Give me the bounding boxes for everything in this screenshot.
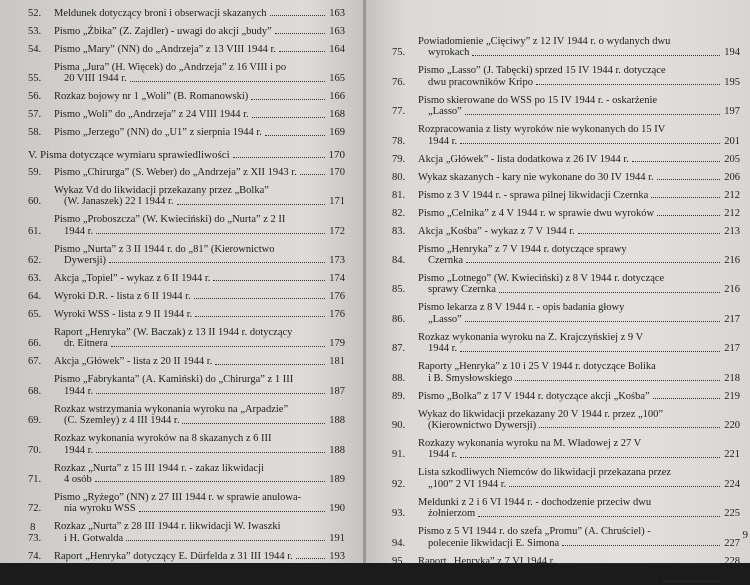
entry-title: Pismo „Mary” (NN) do „Andrzeja” z 13 VIII 1944 r. <box>54 44 276 55</box>
entry-page: 170 <box>329 166 345 178</box>
toc-entry <box>392 391 740 402</box>
toc-entry <box>28 374 345 397</box>
entry-number: 72. <box>28 503 42 515</box>
entry-page: 201 <box>724 135 740 147</box>
toc-entry <box>392 467 740 490</box>
entry-title: Pismo z 3 V 1944 r. - sprawa pilnej likwidacji Czernka <box>418 189 649 201</box>
entry-number: 81. <box>392 189 406 201</box>
toc-entry <box>392 302 740 325</box>
entry-number: 93. <box>392 508 406 520</box>
leader-dots <box>663 581 720 582</box>
entry-number: 52. <box>28 8 42 19</box>
leader-dots <box>472 55 720 56</box>
entry-number: 85. <box>392 284 406 296</box>
entry-number: 75. <box>392 47 406 59</box>
entry-number: 62. <box>28 255 42 267</box>
entry-title: Rozkaz wykonania wyroków na 8 skazanych z 6 III <box>54 433 272 445</box>
entry-title: Pismo „Lasso” (J. Tabęcki) sprzed 15 IV 1944 r. dotyczące <box>418 65 666 77</box>
leader-dots <box>300 174 325 175</box>
entry-page: 172 <box>329 225 345 237</box>
entry-number: 68. <box>28 385 42 397</box>
toc-entry <box>28 463 345 486</box>
entry-number: 94. <box>392 537 406 549</box>
entry-title: Rozpracowania z listy wyroków nie wykonanych do 15 IV <box>418 124 666 136</box>
entry-number: 80. <box>392 171 406 183</box>
toc-entry <box>392 574 740 585</box>
entry-page: 191 <box>329 532 345 544</box>
entry-title: Meldunki z 2 i 6 VI 1944 r. - dochodzenie przeciw dwu <box>418 496 652 508</box>
toc-list <box>28 167 345 562</box>
entry-page: 188 <box>329 444 345 456</box>
entry-page: 163 <box>329 8 345 19</box>
leader-dots <box>460 143 720 144</box>
leader-dots <box>296 558 325 559</box>
leader-dots <box>539 427 720 428</box>
entry-number: 57. <box>28 109 42 121</box>
toc-entry <box>392 65 740 88</box>
entry-title-continued: (W. Janaszek) 22 I 1944 r. <box>64 196 174 208</box>
entry-title: Lista szkodliwych Niemców do likwidacji przekazana przez <box>418 467 672 479</box>
toc-entry <box>392 124 740 147</box>
entry-page: 217 <box>724 313 740 325</box>
toc-entry <box>28 167 345 178</box>
page-number: 9 <box>742 529 748 541</box>
entry-number: 71. <box>28 474 42 486</box>
entry-title-continued: 1944 r. <box>428 343 458 355</box>
entry-number: 56. <box>28 91 42 103</box>
entry-page: 163 <box>329 26 345 37</box>
entry-page: 187 <box>329 385 345 397</box>
toc-entry <box>28 273 345 284</box>
entry-number: 70. <box>28 444 42 456</box>
leader-dots <box>177 204 325 205</box>
entry-page: 216 <box>724 255 740 267</box>
entry-page: 169 <box>329 127 345 139</box>
entry-number: 76. <box>392 76 406 88</box>
leader-dots <box>96 393 325 394</box>
entry-title: Wyroki D.R. - lista z 6 II 1944 r. <box>54 291 191 303</box>
leader-dots <box>233 157 325 158</box>
entry-title: Rozkaz „Nurta” z 28 III 1944 r. likwidacji W. Iwaszki <box>54 521 281 533</box>
entry-page: 197 <box>724 106 740 118</box>
entry-title: Wykaz do likwidacji przekazany 20 V 1944 r. przez „100” <box>418 408 664 420</box>
leader-dots <box>478 516 720 517</box>
entry-title: Pismo „Fabrykanta” (A. Kamiński) do „Chirurga” z 1 III <box>54 374 294 386</box>
entry-page: 173 <box>329 255 345 267</box>
entry-number: 61. <box>28 225 42 237</box>
entry-title-continued: polecenie likwidacji E. Simona <box>428 537 560 549</box>
leader-dots <box>499 292 720 293</box>
leader-dots <box>275 33 325 34</box>
leader-dots <box>558 563 720 564</box>
entry-title: Rozkaz bojowy nr 1 „Woli” (B. Romanowski) <box>54 91 249 103</box>
entry-title: Meldunek dotyczący broni i obserwacji skazanych <box>54 8 267 19</box>
toc-entry <box>392 556 740 567</box>
entry-title-continued: Dywersji) <box>64 255 106 267</box>
entry-title: Rozkazy wykonania wyroku na M. Władowej z 27 V <box>418 438 642 450</box>
entry-title: Wykaz Vd do likwidacji przekazany przez „Bolka” <box>54 184 269 196</box>
entry-title-continued: Czernka <box>428 255 463 267</box>
entry-title-continued: nia wyroku WSS <box>64 503 136 515</box>
entry-title: Pismo „Chirurga” (S. Weber) do „Andrzeja” z XII 1943 r. <box>54 166 297 178</box>
entry-title-continued: 1944 r. <box>64 225 94 237</box>
entry-page: 219 <box>724 390 740 402</box>
toc-entry <box>28 551 345 562</box>
entry-title-continued: „Lasso” <box>428 106 462 118</box>
entry-title-continued: „100” 2 VI 1944 r. <box>428 478 507 490</box>
entry-number: 69. <box>28 415 42 427</box>
entry-title: Raporty „Henryka” z 10 i 25 V 1944 r. dotyczące Bolika <box>418 361 656 373</box>
entry-page: 195 <box>724 76 740 88</box>
toc-list <box>392 36 740 585</box>
entry-title: Raport „Henryka” z 7 VI 1944 r. <box>418 555 556 567</box>
leader-dots <box>460 457 720 458</box>
entry-title: Pisma „Jura” (H. Więcek) do „Andrzeja” z 16 VIII i po <box>54 62 287 73</box>
entry-page: 164 <box>329 44 345 55</box>
section-heading <box>28 149 345 161</box>
entry-title: Akcja „Główek” - lista z 20 II 1944 r. <box>54 356 213 368</box>
entry-title-continued: 1944 r. <box>64 385 94 397</box>
entry-page: 176 <box>329 309 345 321</box>
entry-page: 189 <box>329 474 345 486</box>
leader-dots <box>653 398 720 399</box>
toc-list <box>28 8 345 139</box>
toc-entry <box>28 91 345 102</box>
entry-title: Rozkaz wykonania wyroku na Z. Krajczyńskiej z 9 V <box>418 331 644 343</box>
entry-number: 74. <box>28 550 42 562</box>
leader-dots <box>194 298 325 299</box>
entry-title: Powiadomienie „Cięciwy” z 12 IV 1944 r. o wydanych dwu <box>418 36 671 47</box>
entry-number: 92. <box>392 478 406 490</box>
entry-page: 227 <box>724 537 740 549</box>
entry-number: 65. <box>28 309 42 321</box>
entry-page: 181 <box>329 356 345 368</box>
entry-title-continued: (C. Szemley) z 4 III 1944 r. <box>64 415 180 427</box>
entry-title-continued: 1944 r. <box>428 449 458 461</box>
entry-page: 206 <box>724 171 740 183</box>
entry-number: 60. <box>28 196 42 208</box>
toc-entry <box>392 36 740 59</box>
entry-number: 96. <box>392 573 406 585</box>
entry-title: Pismo „Henryka” z 7 V 1944 r. dotyczące sprawy <box>418 243 627 255</box>
entry-title-continued: „Lasso” <box>428 313 462 325</box>
entry-page: 217 <box>724 343 740 355</box>
entry-number: 77. <box>392 106 406 118</box>
entry-title: Rozkaz wstrzymania wykonania wyroku na „Arpadzie” <box>54 403 289 415</box>
entry-title: Wykaz skazanych - kary nie wykonane do 30 IV 1944 r. <box>418 171 654 183</box>
entry-title-continued: i H. Gotwalda <box>64 532 124 544</box>
leader-dots <box>139 511 325 512</box>
section-page: 170 <box>328 148 345 161</box>
entry-title-continued: 1944 r. <box>64 444 94 456</box>
entry-page: 179 <box>329 338 345 350</box>
entry-number: 88. <box>392 372 406 384</box>
left-page <box>0 0 363 563</box>
entry-number: 83. <box>392 225 406 237</box>
entry-number: 54. <box>28 44 42 55</box>
entry-title: Pismo „Woli” do „Andrzeja” z 24 VIII 1944 r. <box>54 109 249 121</box>
toc-entry <box>392 497 740 520</box>
leader-dots <box>509 486 720 487</box>
leader-dots <box>252 117 325 118</box>
leader-dots <box>465 321 720 322</box>
toc-entry <box>28 44 345 55</box>
entry-number: 55. <box>28 73 42 85</box>
entry-number: 87. <box>392 343 406 355</box>
entry-number: 66. <box>28 338 42 350</box>
entry-title: Pismo lekarza z 8 V 1944 r. - opis badania głowy <box>418 302 625 314</box>
leader-dots <box>251 99 325 100</box>
entry-number: 79. <box>392 153 406 165</box>
leader-dots <box>562 545 720 546</box>
section-title: V. Pisma dotyczące wymiaru sprawiedliwości <box>28 148 230 161</box>
entry-title: Pismo „Celnika” z 4 V 1944 r. w sprawie dwu wyroków <box>418 207 655 219</box>
leader-dots <box>466 262 720 263</box>
leader-dots <box>632 161 720 162</box>
entry-title-continued: dr. Eitnera <box>64 338 108 350</box>
entry-number: 58. <box>28 127 42 139</box>
leader-dots <box>95 481 325 482</box>
toc-entry <box>28 62 345 85</box>
entry-title-continued: 20 VIII 1944 r. <box>64 73 127 85</box>
toc-entry <box>28 109 345 120</box>
entry-title-continued: (Kierownictwo Dywersji) <box>428 420 537 432</box>
entry-number: 59. <box>28 166 42 178</box>
entry-page: 165 <box>329 73 345 85</box>
entry-number: 89. <box>392 390 406 402</box>
entry-page: 212 <box>724 207 740 219</box>
entry-title-continued: sprawy Czernka <box>428 284 496 296</box>
entry-page: 229 <box>724 573 740 585</box>
entry-title: Rozkaz wykonania wyroku na 4 skazanych z 8 VI 1944 r. <box>418 573 661 585</box>
entry-page: 205 <box>724 153 740 165</box>
entry-page: 216 <box>724 284 740 296</box>
entry-title: Pismo skierowane do WSS po 15 IV 1944 r. - oskarżenie <box>418 94 658 106</box>
entry-number: 86. <box>392 313 406 325</box>
entry-page: 225 <box>724 508 740 520</box>
entry-page: 221 <box>724 449 740 461</box>
entry-page: 174 <box>329 273 345 285</box>
entry-title-continued: dwu pracowników Kripo <box>428 76 533 88</box>
entry-number: 53. <box>28 26 42 37</box>
toc-entry <box>392 190 740 201</box>
leader-dots <box>182 423 325 424</box>
toc-entry <box>392 526 740 549</box>
toc-entry <box>392 226 740 237</box>
leader-dots <box>578 233 720 234</box>
entry-title: Akcja „Kośba” - wykaz z 7 V 1944 r. <box>418 225 575 237</box>
entry-title: Raport „Henryka” dotyczący E. Dürfelda z 31 III 1944 r. <box>54 550 293 562</box>
page-number: 8 <box>30 521 36 533</box>
toc-entry <box>28 433 345 456</box>
toc-entry <box>392 172 740 183</box>
entry-number: 67. <box>28 356 42 368</box>
toc-entry <box>28 185 345 208</box>
leader-dots <box>279 51 325 52</box>
entry-number: 95. <box>392 555 406 567</box>
leader-dots <box>265 135 325 136</box>
entry-page: 171 <box>329 196 345 208</box>
toc-entry <box>28 26 345 37</box>
entry-title: Pismo „Lotnego” (W. Kwieciński) z 8 V 1944 r. dotyczące <box>418 273 665 285</box>
entry-number: 73. <box>28 532 42 544</box>
toc-entry <box>28 404 345 427</box>
entry-number: 63. <box>28 273 42 285</box>
toc-entry <box>28 492 345 515</box>
entry-page: 228 <box>724 555 740 567</box>
toc-entry <box>392 208 740 219</box>
toc-entry <box>392 154 740 165</box>
entry-title: Wyroki WSS - lista z 9 II 1944 r. <box>54 309 193 321</box>
entry-page: 224 <box>724 478 740 490</box>
entry-title: Pismo „Nurta” z 3 II 1944 r. do „81” (Kierownictwo <box>54 243 275 255</box>
entry-page: 212 <box>724 189 740 201</box>
toc-entry <box>28 356 345 367</box>
entry-title: Pismo „Żbika” (Z. Zajdler) - uwagi do akcji „budy” <box>54 26 272 37</box>
entry-page: 176 <box>329 291 345 303</box>
leader-dots <box>536 84 720 85</box>
leader-dots <box>460 351 720 352</box>
entry-title: Akcja „Główek” - lista dodatkowa z 26 IV 1944 r. <box>418 153 629 165</box>
leader-dots <box>109 262 325 263</box>
toc-entry <box>28 309 345 320</box>
leader-dots <box>96 233 325 234</box>
toc-entry <box>28 127 345 138</box>
entry-page: 193 <box>329 550 345 562</box>
entry-title-continued: 1944 r. <box>428 135 458 147</box>
entry-title-continued: żołnierzom <box>428 508 476 520</box>
entry-page: 213 <box>724 225 740 237</box>
entry-page: 190 <box>329 503 345 515</box>
entry-page: 166 <box>329 91 345 103</box>
leader-dots <box>126 540 325 541</box>
leader-dots <box>195 316 325 317</box>
entry-number: 78. <box>392 135 406 147</box>
entry-title: Rozkaz „Nurta” z 15 III 1944 r. - zakaz likwidacji <box>54 462 264 474</box>
entry-title-continued: 4 osób <box>64 474 92 486</box>
leader-dots <box>130 81 325 82</box>
leader-dots <box>465 114 720 115</box>
toc-entry <box>392 332 740 355</box>
leader-dots <box>215 364 325 365</box>
toc-entry <box>392 409 740 432</box>
right-page <box>366 0 750 585</box>
toc-entry <box>392 438 740 461</box>
toc-entry <box>392 244 740 267</box>
entry-number: 84. <box>392 255 406 267</box>
entry-page: 220 <box>724 420 740 432</box>
toc-entry <box>392 361 740 384</box>
entry-title: Pismo „Bolka” z 17 V 1944 r. dotyczące akcji „Kośba” <box>418 390 650 402</box>
leader-dots <box>515 380 720 381</box>
leader-dots <box>96 452 325 453</box>
entry-title: Pismo „Proboszcza” (W. Kwieciński) do „Nurta” z 2 II <box>54 214 286 226</box>
toc-entry <box>28 291 345 302</box>
leader-dots <box>651 197 720 198</box>
leader-dots <box>657 179 720 180</box>
entry-title: Pismo z 5 VI 1944 r. do szefa „Promu” (A. Chruściel) - <box>418 526 651 538</box>
leader-dots <box>657 215 720 216</box>
toc-entry <box>392 273 740 296</box>
toc-entry <box>28 521 345 544</box>
entry-page: 168 <box>329 109 345 121</box>
toc-entry <box>28 244 345 267</box>
leader-dots <box>111 346 325 347</box>
entry-title: Akcja „Topiel” - wykaz z 6 II 1944 r. <box>54 273 211 285</box>
toc-entry <box>28 8 345 19</box>
entry-page: 194 <box>724 47 740 59</box>
entry-number: 64. <box>28 291 42 303</box>
entry-page: 218 <box>724 372 740 384</box>
entry-title: Pismo „Jerzego” (NN) do „U1” z sierpnia 1944 r. <box>54 127 262 139</box>
entry-title-continued: i B. Smysłowskiego <box>428 372 513 384</box>
leader-dots <box>213 280 325 281</box>
toc-entry <box>28 214 345 237</box>
entry-number: 82. <box>392 207 406 219</box>
entry-page: 188 <box>329 415 345 427</box>
entry-number: 91. <box>392 449 406 461</box>
entry-title: Pismo „Ryżego” (NN) z 27 III 1944 r. w sprawie anulowa- <box>54 492 302 504</box>
entry-title: Raport „Henryka” (W. Baczak) z 13 II 1944 r. dotyczący <box>54 327 293 339</box>
toc-entry <box>392 95 740 118</box>
entry-number: 90. <box>392 420 406 432</box>
entry-title-continued: wyrokach <box>428 47 470 59</box>
leader-dots <box>270 15 325 16</box>
toc-entry <box>28 327 345 350</box>
